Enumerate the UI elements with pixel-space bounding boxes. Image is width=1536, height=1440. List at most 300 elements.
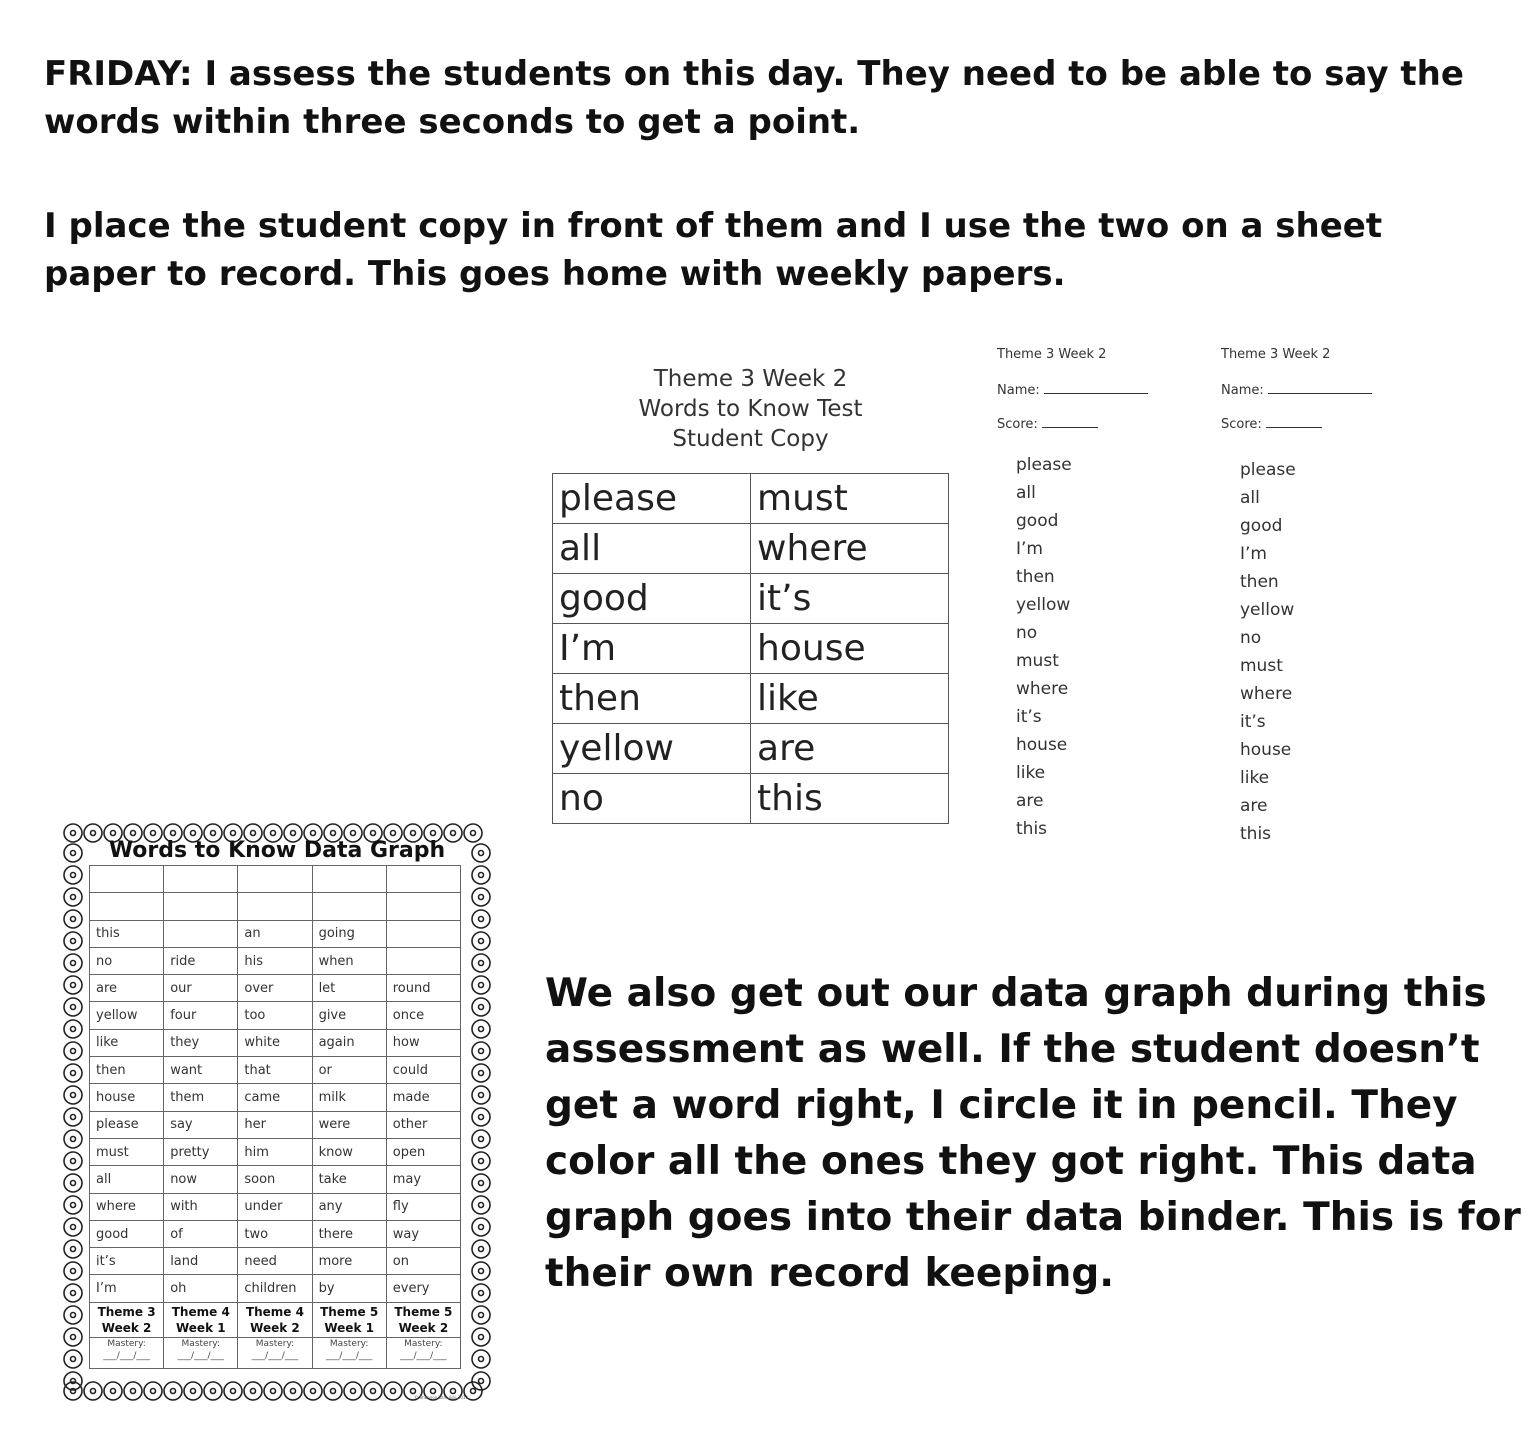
data-graph-row (90, 947, 461, 974)
student-copy-title (552, 364, 949, 454)
border-scallop (144, 1382, 162, 1400)
border-scallop (479, 1137, 484, 1142)
data-graph-row (90, 1220, 461, 1247)
data-graph-cell: white (238, 1029, 312, 1056)
data-graph-cell: I’m (90, 1275, 164, 1302)
data-graph-title: Words to Know Data Graph (108, 838, 446, 863)
border-scallop (71, 1093, 76, 1098)
border-scallop (64, 1284, 82, 1302)
data-graph-cell: must (90, 1138, 164, 1165)
data-graph-cell (312, 893, 386, 920)
student-copy-word: all (553, 524, 751, 574)
border-scallop (284, 1382, 302, 1400)
record-word: where (1016, 679, 1069, 699)
data-graph-row (90, 1111, 461, 1138)
mastery-blank: ___/___/___ (400, 1350, 447, 1361)
border-scallop (171, 831, 176, 836)
student-copy-word: good (553, 574, 751, 624)
border-scallop (472, 1240, 490, 1258)
border-scallop (472, 1020, 490, 1038)
data-graph-cell: how (386, 1029, 460, 1056)
border-scallop (64, 888, 82, 906)
record-word: are (1016, 791, 1044, 811)
data-graph-cell: may (386, 1166, 460, 1193)
student-copy-paragraph: I place the student copy in front of them and I use the two on a sheet paper to record. This goes home with weekly papers. (44, 206, 1383, 294)
column-label (312, 1302, 386, 1337)
data-graph-row (90, 1275, 461, 1302)
record-word: no (1240, 628, 1262, 648)
mastery-cell (238, 1337, 312, 1368)
border-scallop (472, 1306, 490, 1324)
border-scallop (71, 961, 76, 966)
border-scallop (479, 939, 484, 944)
border-scallop (479, 1159, 484, 1164)
data-graph-cell: any (312, 1193, 386, 1220)
record-word: I’m (1240, 544, 1267, 564)
record-word-list (1016, 451, 1072, 843)
friday-paragraph: FRIDAY: I assess the students on this day. They need to be able to say the words within three seconds to get a point. (44, 54, 1464, 142)
mastery-cell (90, 1337, 164, 1368)
border-scallop (472, 888, 490, 906)
student-copy-title-line: Student Copy (672, 426, 829, 452)
student-copy-word: I’m (553, 624, 751, 674)
border-scallop (191, 1389, 196, 1394)
border-scallop (64, 910, 82, 928)
border-scallop (479, 1379, 484, 1384)
data-graph-row (90, 1084, 461, 1111)
score-field (997, 415, 1098, 432)
mastery-blank: ___/___/___ (177, 1350, 225, 1361)
data-graph-cell: that (238, 1057, 312, 1084)
column-label (386, 1302, 460, 1337)
column-label (238, 1302, 312, 1337)
data-graph-cell: give (312, 1002, 386, 1029)
border-scallop (472, 866, 490, 884)
student-copy-row (553, 574, 949, 624)
record-word: are (1240, 796, 1268, 816)
data-graph-cell: again (312, 1029, 386, 1056)
border-scallop (64, 1064, 82, 1082)
mastery-label: Mastery: (107, 1338, 146, 1349)
data-graph-cell (90, 866, 164, 893)
border-scallop (71, 1225, 76, 1230)
border-scallop (411, 1389, 416, 1394)
mastery-cell (386, 1337, 460, 1368)
data-graph-column-labels (90, 1302, 461, 1337)
data-graph-cell: fly (386, 1193, 460, 1220)
data-graph-cell: too (238, 1002, 312, 1029)
column-week: Week 2 (398, 1320, 449, 1335)
border-scallop (171, 1389, 176, 1394)
column-theme: Theme 4 (245, 1304, 304, 1319)
border-scallop (151, 831, 156, 836)
border-scallop (71, 1005, 76, 1010)
data-graph-cell (164, 866, 238, 893)
column-theme: Theme 3 (97, 1304, 156, 1319)
data-graph-cell (386, 893, 460, 920)
data-graph-cell: them (164, 1084, 238, 1111)
border-scallop (451, 831, 456, 836)
student-copy-row (553, 524, 949, 574)
border-scallop (191, 831, 196, 836)
border-scallop (71, 1181, 76, 1186)
border-scallop (131, 831, 136, 836)
data-graph-cell: under (238, 1193, 312, 1220)
border-scallop (391, 1389, 396, 1394)
border-scallop (71, 1379, 76, 1384)
name-field (1221, 381, 1372, 398)
border-scallop (71, 1203, 76, 1208)
border-scallop (71, 917, 76, 922)
record-word: it’s (1016, 707, 1042, 727)
student-copy-word: are (751, 724, 949, 774)
border-scallop (472, 976, 490, 994)
border-scallop (472, 1042, 490, 1060)
border-scallop (71, 1247, 76, 1252)
record-word: then (1016, 567, 1055, 587)
mastery-blank: ___/___/___ (251, 1350, 299, 1361)
mastery-label: Mastery: (181, 1338, 220, 1349)
border-scallop (479, 1181, 484, 1186)
student-copy-row (553, 774, 949, 824)
border-scallop (71, 1291, 76, 1296)
record-word: all (1240, 488, 1260, 508)
column-label (90, 1302, 164, 1337)
border-scallop (479, 1115, 484, 1120)
student-copy-word: then (553, 674, 751, 724)
data-graph-row (90, 893, 461, 920)
data-graph-cell: an (238, 920, 312, 947)
border-scallop (479, 1093, 484, 1098)
data-graph-cell: more (312, 1248, 386, 1275)
border-scallop (472, 998, 490, 1016)
border-scallop (224, 1382, 242, 1400)
border-scallop (111, 1389, 116, 1394)
border-scallop (351, 1389, 356, 1394)
mastery-blank: ___/___/___ (103, 1350, 150, 1361)
column-label (164, 1302, 238, 1337)
student-copy-row (553, 474, 949, 524)
copyright-text: © Shannon Samulski 2013 (414, 1395, 468, 1400)
border-scallop (64, 1262, 82, 1280)
border-scallop (271, 831, 276, 836)
name-label: Name: (1221, 383, 1264, 398)
border-scallop (479, 1335, 484, 1340)
data-graph-cell: say (164, 1111, 238, 1138)
data-graph-cell: now (164, 1166, 238, 1193)
data-graph-cell: our (164, 975, 238, 1002)
student-copy-row (553, 624, 949, 674)
data-graph-cell: are (90, 975, 164, 1002)
record-word: this (1016, 819, 1048, 839)
column-week: Week 2 (101, 1320, 152, 1335)
data-graph-cell: two (238, 1220, 312, 1247)
border-scallop (71, 1159, 76, 1164)
border-scallop (64, 1086, 82, 1104)
data-graph-row (90, 920, 461, 947)
mastery-row (90, 1337, 461, 1368)
border-scallop (71, 831, 76, 836)
border-scallop (391, 831, 396, 836)
border-scallop (91, 831, 96, 836)
mastery-label: Mastery: (255, 1338, 295, 1349)
data-graph-cell: milk (312, 1084, 386, 1111)
border-scallop (244, 1382, 262, 1400)
border-scallop (472, 1284, 490, 1302)
data-graph-cell: need (238, 1248, 312, 1275)
data-graph-cell: him (238, 1138, 312, 1165)
data-graph-cell (164, 920, 238, 947)
border-scallop (64, 1306, 82, 1324)
border-scallop (271, 1389, 276, 1394)
border-scallop (311, 831, 316, 836)
border-scallop (364, 1382, 382, 1400)
data-graph-cell: good (90, 1220, 164, 1247)
border-scallop (211, 831, 216, 836)
border-scallop (479, 1269, 484, 1274)
border-scallop (479, 1049, 484, 1054)
border-scallop (472, 1130, 490, 1148)
mastery-blank: ___/___/___ (325, 1350, 373, 1361)
student-copy-word: no (553, 774, 751, 824)
data-graph-cell: with (164, 1193, 238, 1220)
score-blank (1042, 415, 1098, 428)
border-scallop (311, 1389, 316, 1394)
border-scallop (479, 1203, 484, 1208)
data-graph-cell: over (238, 975, 312, 1002)
student-copy-word: it’s (751, 574, 949, 624)
border-scallop (124, 1382, 142, 1400)
border-scallop (471, 831, 476, 836)
record-word: like (1240, 768, 1270, 788)
border-scallop (344, 1382, 362, 1400)
border-scallop (479, 895, 484, 900)
border-scallop (71, 1269, 76, 1274)
student-copy-word: where (751, 524, 949, 574)
border-scallop (111, 831, 116, 836)
data-graph-row (90, 1193, 461, 1220)
data-graph-table (89, 865, 461, 1369)
column-week: Week 2 (250, 1320, 300, 1335)
border-scallop (472, 1218, 490, 1236)
border-scallop (472, 910, 490, 928)
border-scallop (64, 1240, 82, 1258)
student-copy-word: must (751, 474, 949, 524)
record-word: must (1016, 651, 1059, 671)
border-scallop (291, 1389, 296, 1394)
border-scallop (479, 1313, 484, 1318)
border-scallop (472, 1350, 490, 1368)
record-word: yellow (1016, 595, 1071, 615)
data-graph-cell: on (386, 1248, 460, 1275)
border-scallop (71, 1071, 76, 1076)
border-scallop (64, 1350, 82, 1368)
data-graph-cell (90, 893, 164, 920)
border-scallop (91, 1389, 96, 1394)
score-field (1221, 415, 1322, 432)
data-graph-row (90, 975, 461, 1002)
data-graph-cell: land (164, 1248, 238, 1275)
border-scallop (264, 1382, 282, 1400)
border-scallop (71, 1335, 76, 1340)
data-graph-cell: four (164, 1002, 238, 1029)
border-scallop (451, 1389, 456, 1394)
data-graph-cell: of (164, 1220, 238, 1247)
data-graph-row (90, 1002, 461, 1029)
border-scallop (71, 1137, 76, 1142)
border-scallop (104, 1382, 122, 1400)
student-copy-word-table (552, 473, 949, 824)
data-graph-cell: it’s (90, 1248, 164, 1275)
record-word: I’m (1016, 539, 1043, 559)
data-graph-cell: by (312, 1275, 386, 1302)
border-scallop (472, 1174, 490, 1192)
border-scallop (71, 1357, 76, 1362)
border-scallop (71, 873, 76, 878)
data-graph-cell: know (312, 1138, 386, 1165)
data-graph-cell: or (312, 1057, 386, 1084)
data-graph-cell (386, 920, 460, 947)
border-scallop (431, 1389, 436, 1394)
score-label: Score: (997, 417, 1038, 432)
record-word: all (1016, 483, 1036, 503)
data-graph-cell: let (312, 975, 386, 1002)
border-scallop (71, 939, 76, 944)
student-copy-word: house (751, 624, 949, 674)
name-blank (1268, 381, 1372, 394)
data-graph-cell: way (386, 1220, 460, 1247)
column-theme: Theme 5 (320, 1304, 379, 1319)
name-label: Name: (997, 383, 1040, 398)
border-scallop (71, 1049, 76, 1054)
border-scallop (64, 954, 82, 972)
border-scallop (251, 831, 256, 836)
border-scallop (479, 1071, 484, 1076)
data-graph-cell: his (238, 947, 312, 974)
border-scallop (64, 1108, 82, 1126)
data-graph-cell: no (90, 947, 164, 974)
border-scallop (479, 917, 484, 922)
student-copy-row (553, 674, 949, 724)
data-graph-cell: where (90, 1193, 164, 1220)
border-scallop (64, 1152, 82, 1170)
data-graph-row (90, 1248, 461, 1275)
data-graph-cell: ride (164, 947, 238, 974)
data-graph-row (90, 1057, 461, 1084)
border-scallop (64, 1130, 82, 1148)
data-graph-cell: her (238, 1111, 312, 1138)
border-scallop (71, 1027, 76, 1032)
record-word: must (1240, 656, 1283, 676)
mastery-cell (312, 1337, 386, 1368)
record-word: it’s (1240, 712, 1266, 732)
student-copy-row (553, 724, 949, 774)
column-week: Week 1 (324, 1320, 374, 1335)
border-scallop (479, 1027, 484, 1032)
border-scallop (84, 1382, 102, 1400)
student-copy-word: like (751, 674, 949, 724)
data-graph-cell: yellow (90, 1002, 164, 1029)
border-scallop (479, 873, 484, 878)
border-scallop (64, 1382, 82, 1400)
data-graph-row (90, 1166, 461, 1193)
record-word: yellow (1240, 600, 1295, 620)
student-copy-word: yellow (553, 724, 751, 774)
border-scallop (472, 954, 490, 972)
border-scallop (204, 1382, 222, 1400)
border-scallop (211, 1389, 216, 1394)
data-graph-cell: this (90, 920, 164, 947)
record-word: please (1240, 460, 1296, 480)
data-graph-cell (238, 893, 312, 920)
student-copy-word: please (553, 474, 751, 524)
data-graph-cell: could (386, 1057, 460, 1084)
mastery-label: Mastery: (329, 1338, 369, 1349)
data-graph-paragraph: We also get out our data graph during this assessment as well. If the student doesn’t get a word right, I circle it in pencil. They color all the ones they got right. This data graph goes into their data binder. This is for their own record keeping. (545, 971, 1521, 1296)
border-scallop (64, 866, 82, 884)
student-copy-title-line: Words to Know Test (638, 396, 863, 422)
words-to-know-data-graph (62, 822, 492, 1402)
name-field (997, 381, 1148, 398)
border-scallop (351, 831, 356, 836)
data-graph-cell: all (90, 1166, 164, 1193)
data-graph-row (90, 1029, 461, 1056)
border-scallop (151, 1389, 156, 1394)
data-graph-cell: soon (238, 1166, 312, 1193)
border-scallop (291, 831, 296, 836)
border-scallop (472, 1086, 490, 1104)
record-word: house (1240, 740, 1292, 760)
border-scallop (64, 1372, 82, 1390)
border-scallop (231, 831, 236, 836)
border-scallop (324, 1382, 342, 1400)
data-graph-cell: every (386, 1275, 460, 1302)
data-graph-row (90, 866, 461, 893)
data-graph-cell (386, 947, 460, 974)
data-graph-cell: like (90, 1029, 164, 1056)
border-scallop (64, 998, 82, 1016)
score-blank (1266, 415, 1322, 428)
data-graph-cell: made (386, 1084, 460, 1111)
border-scallop (71, 895, 76, 900)
border-scallop (64, 1218, 82, 1236)
border-scallop (64, 1020, 82, 1038)
border-scallop (331, 1389, 336, 1394)
border-scallop (331, 831, 336, 836)
data-graph-row (90, 1138, 461, 1165)
record-sheet-title: Theme 3 Week 2 (1221, 347, 1331, 362)
data-graph-cell: oh (164, 1275, 238, 1302)
record-word: good (1240, 516, 1283, 536)
data-graph-cell: want (164, 1057, 238, 1084)
column-theme: Theme 4 (171, 1304, 230, 1319)
border-scallop (64, 976, 82, 994)
border-scallop (479, 961, 484, 966)
record-word: this (1240, 824, 1272, 844)
data-graph-cell (312, 866, 386, 893)
data-graph-cell: they (164, 1029, 238, 1056)
record-sheet-title: Theme 3 Week 2 (997, 347, 1107, 362)
data-graph-cell (238, 866, 312, 893)
border-scallop (71, 983, 76, 988)
border-scallop (64, 932, 82, 950)
data-graph-cell: round (386, 975, 460, 1002)
border-scallop (71, 1313, 76, 1318)
border-scallop (64, 1196, 82, 1214)
mastery-cell (164, 1337, 238, 1368)
border-scallop (479, 1291, 484, 1296)
data-graph-cell: were (312, 1111, 386, 1138)
